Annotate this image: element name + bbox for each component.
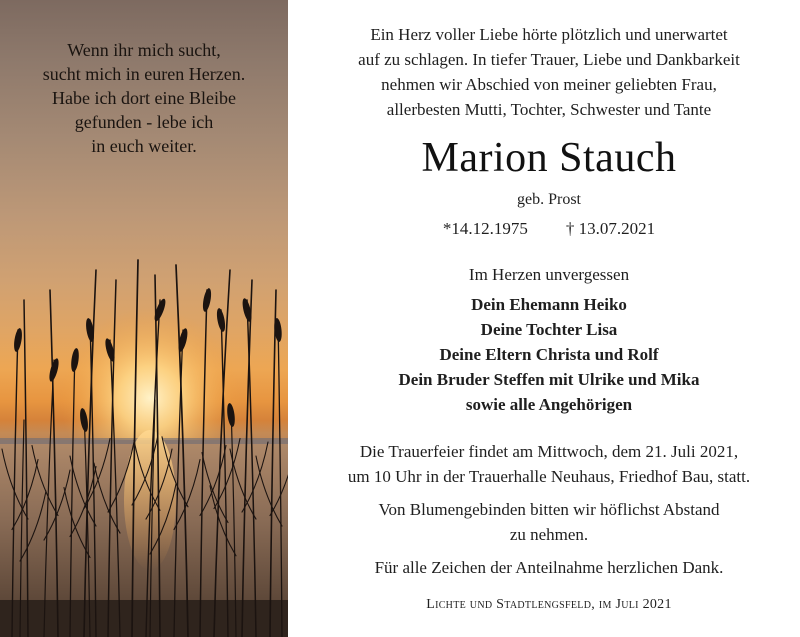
birth-name: geb. Prost [517, 191, 581, 208]
place-and-date: Lichte und Stadtlengsfeld, im Juli 2021 [426, 597, 672, 612]
poem-line: Wenn ihr mich sucht, [67, 40, 221, 60]
sunset-reeds-photo [0, 0, 288, 637]
reed-plume [201, 288, 212, 313]
intro-line: auf zu schlagen. In tiefer Trauer, Liebe und Dankbarkeit [358, 50, 740, 69]
flowers-line: zu nehmen. [509, 525, 589, 544]
obituary-text [308, 0, 790, 614]
poem-line: in euch weiter. [91, 136, 197, 156]
intro-line: Ein Herz voller Liebe hörte plötzlich und unerwartet [370, 25, 728, 44]
deceased-name: Marion Stauch [421, 135, 677, 181]
death-date: † 13.07.2021 [565, 219, 656, 238]
reed-plume [215, 308, 226, 333]
mourner: sowie alle Angehörigen [465, 395, 633, 414]
poem-line: gefunden - lebe ich [74, 112, 214, 132]
ceremony-line: Die Trauerfeier findet am Mittwoch, dem 21. Juli 2021, [359, 442, 739, 461]
poem [0, 38, 288, 158]
remembrance-line: Im Herzen unvergessen [468, 265, 630, 284]
life-dates [308, 218, 790, 240]
reed-plume [13, 328, 24, 353]
mourners-list [308, 292, 790, 417]
ceremony-line: um 10 Uhr in der Trauerhalle Neuhaus, Friedhof Bau, statt. [347, 467, 751, 486]
flowers-note [308, 497, 790, 547]
poem-line: Habe ich dort eine Bleibe [52, 88, 236, 108]
thanks-line: Für alle Zeichen der Anteilnahme herzlichen Dank. [374, 558, 724, 577]
poem-line: sucht mich in euren Herzen. [42, 64, 246, 84]
intro-line: nehmen wir Abschied von meiner geliebten Frau, [381, 75, 717, 94]
intro-text [308, 0, 790, 122]
mourner: Dein Bruder Steffen mit Ulrike und Mika [398, 370, 700, 389]
birth-date: *14.12.1975 [442, 219, 528, 238]
flowers-line: Von Blumengebinden bitten wir höflichst Abstand [378, 500, 720, 519]
ceremony-info [308, 439, 790, 489]
mourner: Deine Eltern Christa und Rolf [439, 345, 659, 364]
mourner: Dein Ehemann Heiko [471, 295, 627, 314]
reed-plume [48, 358, 61, 383]
mourner: Deine Tochter Lisa [480, 320, 618, 339]
intro-line: allerbesten Mutti, Tochter, Schwester und Tante [386, 100, 712, 119]
